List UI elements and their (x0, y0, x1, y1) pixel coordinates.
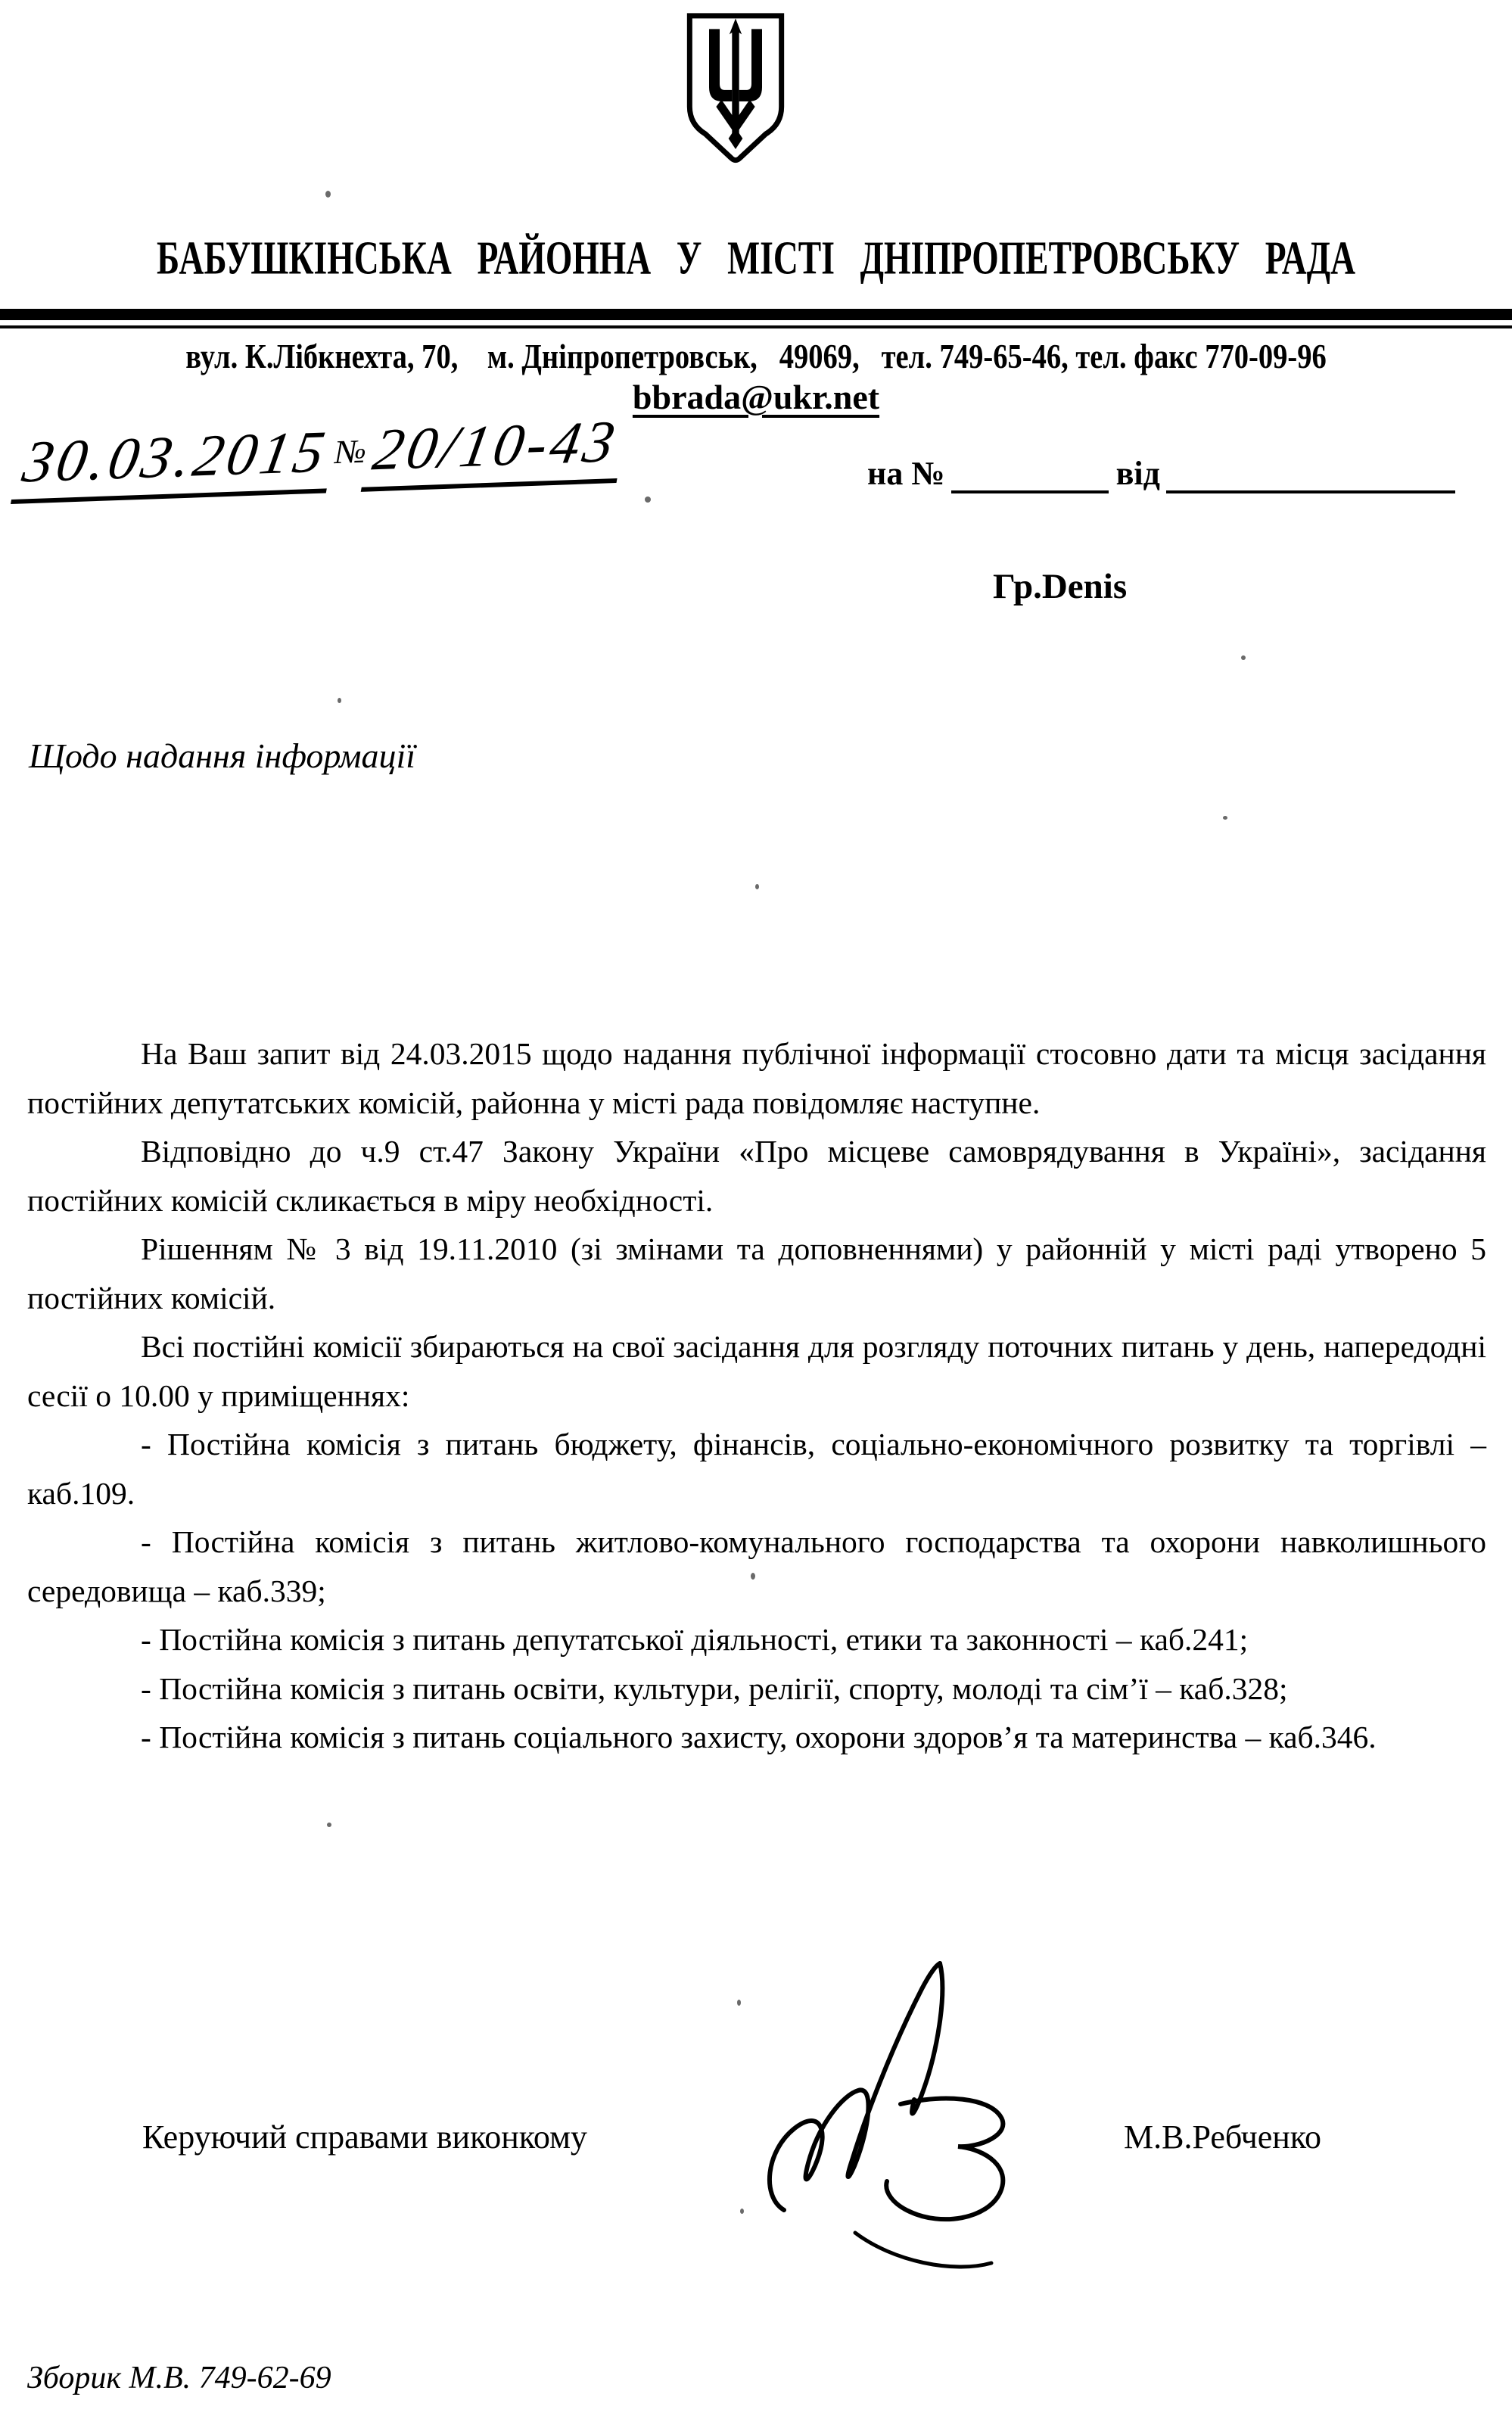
signatory-name: М.В.Ребченко (1124, 2118, 1321, 2156)
list-item-commission-budget: - Постійна комісія з питань бюджету, фінансів, соціально-економічного розвитку та торгівлі – каб.109. (27, 1427, 1486, 1511)
divider-thick (0, 309, 1512, 320)
scan-speck (1223, 816, 1227, 820)
number-sign: № (331, 432, 370, 472)
paragraph-schedule: Всі постійні комісії збираються на свої засідання для розгляду поточних питань у день, напередодні сесії о 10.00 у приміщеннях: (27, 1329, 1486, 1413)
ukraine-trident-emblem-icon (683, 11, 789, 171)
scan-speck (737, 2000, 741, 2006)
handwritten-date: 30.03.2015 (11, 417, 339, 504)
paragraph-law: Відповідно до ч.9 ст.47 Закону України «Про місцеве самоврядування в Україні», засідання постійних комісій скликається в міру необхідності. (27, 1134, 1486, 1218)
signature-scribble (742, 1960, 1097, 2293)
signatory-position: Керуючий справами виконкому (142, 2118, 587, 2156)
scan-speck (740, 2209, 744, 2214)
scan-speck (751, 1573, 755, 1580)
scan-speck (338, 698, 341, 703)
scan-speck (1241, 655, 1246, 660)
subject-line: Щодо надання інформації (29, 736, 416, 775)
recipient-name: Гр.Denis (993, 567, 1128, 606)
scan-speck (645, 497, 651, 503)
list-item-commission-ethics: - Постійна комісія з питань депутатської діяльності, етики та законності – каб.241; (141, 1622, 1249, 1657)
handwritten-registration (11, 406, 630, 504)
list-item-commission-education: - Постійна комісія з питань освіти, культури, релігії, спорту, молоді та сім’ї – каб.328; (141, 1670, 1288, 1706)
reply-reference-row (867, 454, 1455, 493)
paragraph-decision: Рішенням № 3 від 19.11.2010 (зі змінами та доповненнями) у районній у місті раді утворено 5 постійних комісій. (27, 1231, 1486, 1315)
reply-number-blank (951, 490, 1109, 493)
paragraph-intro: На Ваш запит від 24.03.2015 щодо надання публічної інформації стосовно дати та місця засідання постійних депутатських комісій, районна у місті рада повідомляє наступне. (27, 1036, 1486, 1120)
list-item-commission-social: - Постійна комісія з питань соціального захисту, охорони здоров’я та материнства – каб.346. (141, 1720, 1377, 1754)
reply-date-blank (1166, 490, 1455, 493)
reply-prefix-label: на № (867, 455, 945, 492)
scan-speck (327, 1823, 331, 1827)
handwritten-number: 20/10-43 (361, 406, 630, 491)
scan-speck (755, 884, 759, 889)
organization-name: БАБУШКІНСЬКА РАЙОННА У МІСТІ ДНІПРОПЕТРОВСЬКУ РАДА (156, 232, 1356, 285)
address-line: вул. К.Лібкнехта, 70, м. Дніпропетровськ, 49069, тел. 749-65-46, тел. факс 770-09-96 (185, 337, 1327, 375)
letter-body (27, 1029, 1486, 1762)
reply-from-label: від (1115, 455, 1160, 492)
executor-contact: Зборик М.В. 749-62-69 (27, 2361, 331, 2395)
divider-thin (0, 325, 1512, 328)
email-address: bbrada@ukr.net (632, 378, 880, 416)
scan-speck (325, 191, 331, 198)
list-item-commission-housing: - Постійна комісія з питань житлово-комунального господарства та охорони навколишнього середовища – каб.339; (27, 1524, 1486, 1608)
